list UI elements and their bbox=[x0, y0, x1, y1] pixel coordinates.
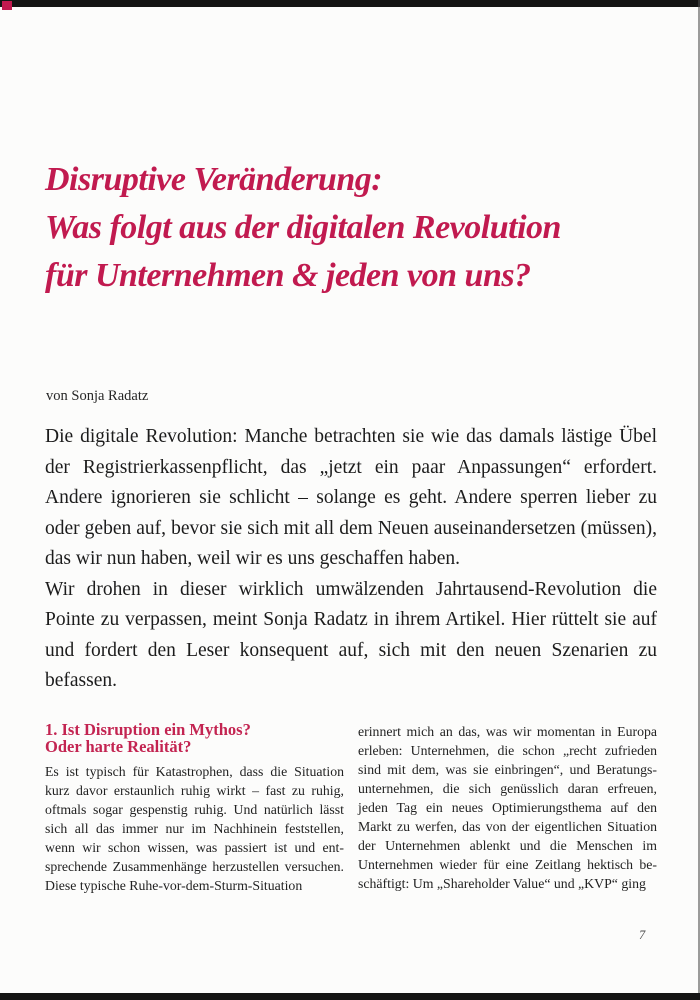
section-heading-line: Oder harte Realität? bbox=[45, 736, 192, 756]
article-columns bbox=[45, 722, 657, 895]
right-column bbox=[358, 722, 657, 895]
section-heading-line: 1. Ist Disruption ein Mythos? bbox=[45, 720, 251, 739]
red-corner-mark bbox=[2, 1, 12, 10]
intro-text bbox=[45, 422, 657, 697]
scan-top-bar bbox=[0, 0, 700, 7]
column-text: erinnert mich an das, was wir momentan in Europa erleben: Unternehmen, die schon „recht zufrieden sind mit dem, was sie einbringen“, und Beratungsunternehmen, die sich genüsslich daran erfreuen, jeden Tag ein neues Optimierungsthema auf den Markt zu werfen, das von der eigentlichen Situation der Unternehmen ablenkt und die Menschen im Unternehmen wieder für eine Zeitlang hektisch beschäftigt: Um „Shareholder Value“ und „KVP“ ging bbox=[358, 724, 657, 891]
section-heading bbox=[45, 722, 344, 755]
column-text: Es ist typisch für Katastrophen, dass die Situation kurz davor erstaunlich ruhig wirkt – fast zu ruhig, oftmals sogar gespenstig ruhig. Und natürlich lässt sich all das immer nur im Nachhinein feststellen, wenn wir schon wissen, was passiert ist und entsprechende Zusammenhänge herzustellen versuchen. Diese typische Ruhe-vor-dem-Sturm-Situation bbox=[45, 764, 344, 893]
title-line: Was folgt aus der digitalen Revolution bbox=[45, 209, 561, 246]
intro-paragraph: Wir drohen in dieser wirklich umwälzenden Jahrtausend-Revolution die Pointe zu verpassen, meint Sonja Radatz in ihrem Artikel. Hier rüttelt sie auf und fordert den Leser konsequent auf, sich mit den neuen Szenarien zu befassen. bbox=[45, 578, 657, 691]
title-line: für Unternehmen & jeden von uns? bbox=[45, 257, 531, 294]
scan-bottom-bar bbox=[0, 993, 700, 1000]
intro-paragraph: Die digitale Revolution: Manche betrachten sie wie das damals lästige Übel der Registrierkassenpflicht, das „jetzt ein paar Anpassungen“ erfordert. Andere ignorieren sie schlicht – solange es geht. Andere sperren lieber zu oder geben auf, bevor sie sich mit all dem Neuen auseinandersetzen (müssen), das wir nun haben, weil wir es uns geschaffen haben. bbox=[45, 426, 657, 569]
article-title bbox=[45, 156, 675, 300]
left-column bbox=[45, 722, 344, 895]
author-byline: von Sonja Radatz bbox=[46, 388, 149, 404]
title-line: Disruptive Veränderung: bbox=[45, 161, 383, 198]
page-number: 7 bbox=[639, 928, 646, 942]
